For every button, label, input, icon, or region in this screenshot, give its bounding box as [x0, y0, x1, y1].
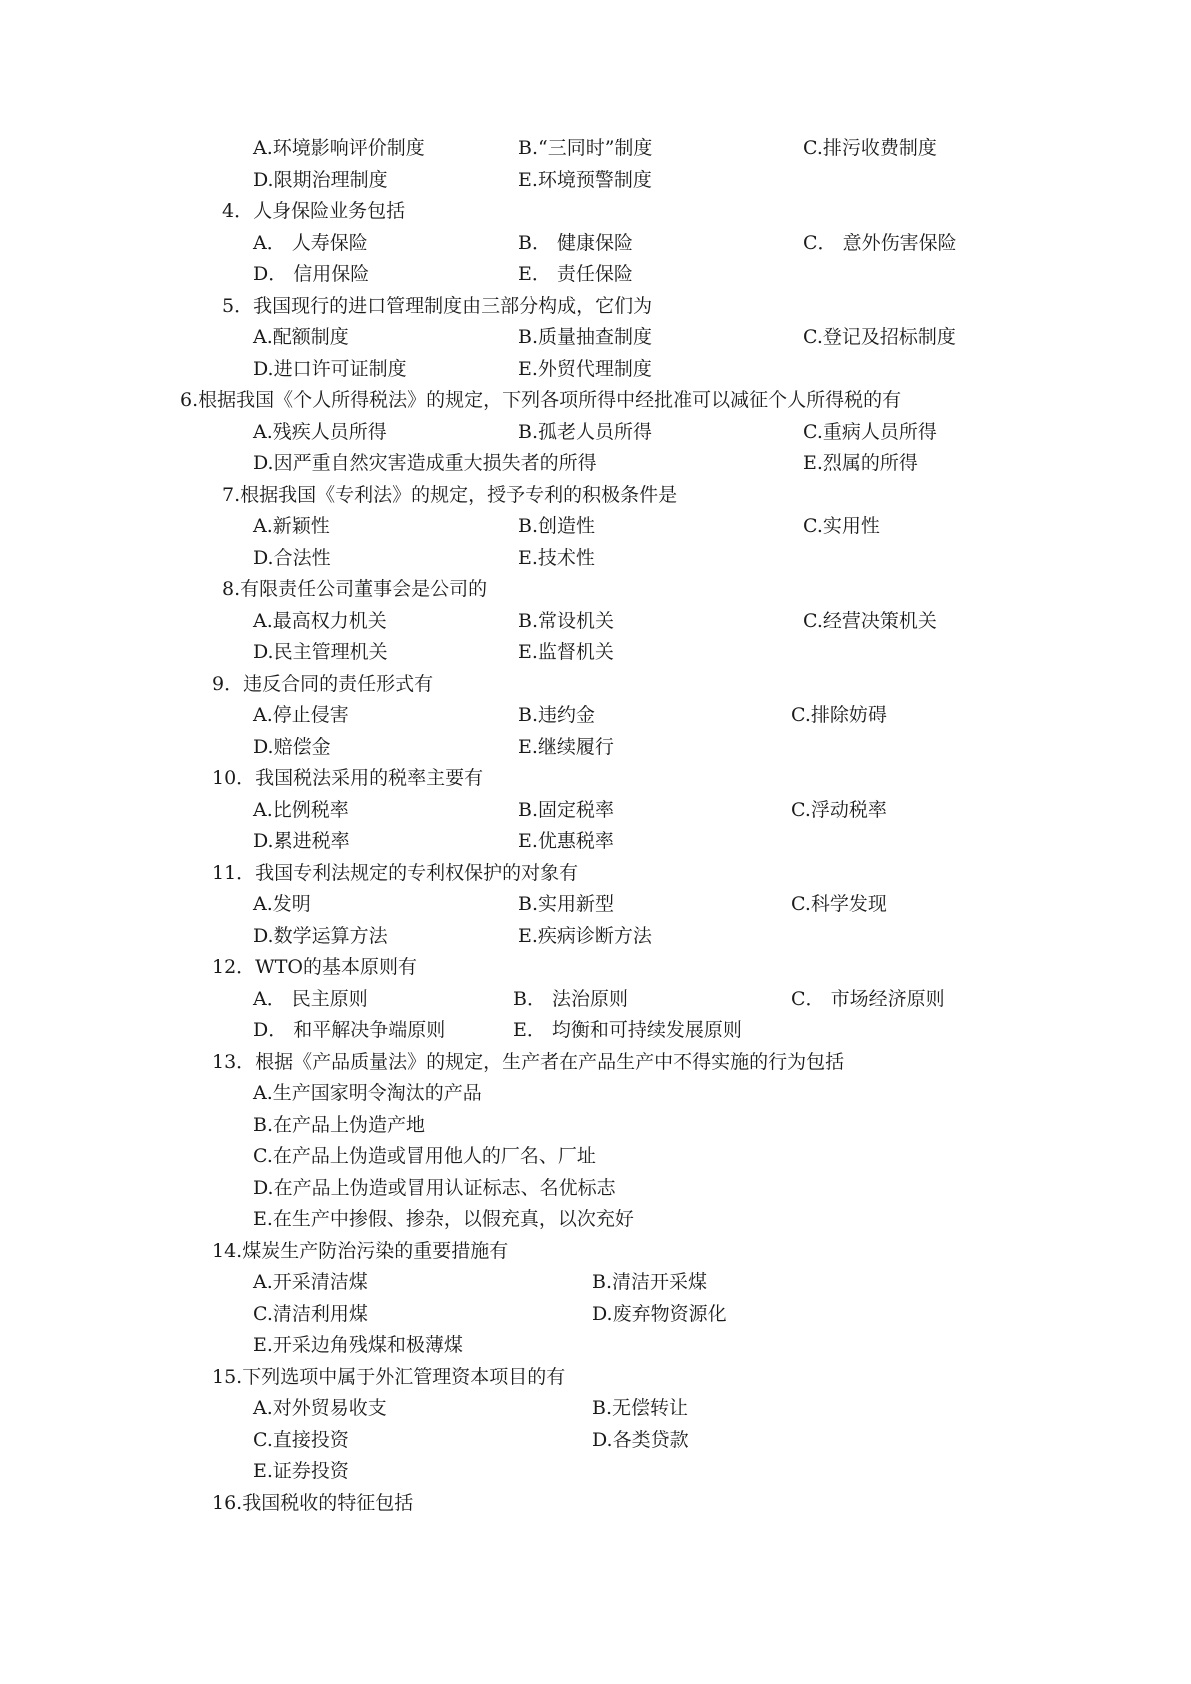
option-text: D.因严重自然灾害造成重大损失者的所得 [253, 452, 597, 474]
option-text: D． 和平解决争端原则 [253, 1019, 446, 1041]
question-text: 11．我国专利法规定的专利权保护的对象有 [212, 862, 579, 884]
option-text: A.发明 [253, 893, 311, 915]
option-text: B.孤老人员所得 [518, 421, 653, 443]
option-text: E.证券投资 [253, 1460, 349, 1482]
option-text: C.登记及招标制度 [803, 326, 956, 348]
option-text: C． 意外伤害保险 [803, 232, 957, 254]
option-text: A． 人寿保险 [253, 232, 368, 254]
option-text: B． 健康保险 [518, 232, 634, 254]
option-text: B.违约金 [518, 704, 596, 726]
option-text: E.环境预警制度 [518, 169, 652, 191]
question-text: 13．根据《产品质量法》的规定，生产者在产品生产中不得实施的行为包括 [212, 1051, 845, 1073]
option-text: E． 责任保险 [518, 263, 633, 285]
question-text: 5．我国现行的进口管理制度由三部分构成，它们为 [222, 295, 653, 317]
option-text: A.比例税率 [253, 799, 349, 821]
option-text: A.新颖性 [253, 515, 330, 537]
option-text: C.重病人员所得 [803, 421, 937, 443]
question-text: 16.我国税收的特征包括 [212, 1492, 414, 1514]
option-text: B． 法治原则 [513, 988, 629, 1010]
option-text: A.环境影响评价制度 [253, 137, 425, 159]
option-text: B.固定税率 [518, 799, 615, 821]
option-text: A.最高权力机关 [253, 610, 387, 632]
option-text: B.创造性 [518, 515, 596, 537]
option-text: C.科学发现 [791, 893, 887, 915]
option-text: C.实用性 [803, 515, 880, 537]
option-text: E.外贸代理制度 [518, 358, 652, 380]
option-text: E.疾病诊断方法 [518, 925, 652, 947]
question-text: 10．我国税法采用的税率主要有 [212, 767, 484, 789]
question-text: 14.煤炭生产防治污染的重要措施有 [212, 1240, 509, 1262]
option-text: A.对外贸易收支 [253, 1397, 387, 1419]
question-text: 8.有限责任公司董事会是公司的 [222, 578, 488, 600]
option-text: D.合法性 [253, 547, 331, 569]
option-text: B.质量抽查制度 [518, 326, 653, 348]
option-text: C.排除妨碍 [791, 704, 887, 726]
question-text: 4．人身保险业务包括 [222, 200, 406, 222]
option-text: D.在产品上伪造或冒用认证标志、名优标志 [253, 1177, 616, 1199]
question-text: 7.根据我国《专利法》的规定，授予专利的积极条件是 [222, 484, 678, 506]
option-text: D.限期治理制度 [253, 169, 388, 191]
option-text: D.民主管理机关 [253, 641, 388, 663]
question-text: 9．违反合同的责任形式有 [212, 673, 434, 695]
question-text: 6.根据我国《个人所得税法》的规定，下列各项所得中经批准可以减征个人所得税的有 [180, 389, 902, 411]
option-text: A.开采清洁煤 [253, 1271, 368, 1293]
option-text: A.停止侵害 [253, 704, 349, 726]
option-text: B.“三同时”制度 [518, 137, 653, 159]
option-text: D.数学运算方法 [253, 925, 388, 947]
question-text: 12．WTO的基本原则有 [212, 956, 417, 978]
option-text: E． 均衡和可持续发展原则 [513, 1019, 742, 1041]
option-text: D.累进税率 [253, 830, 350, 852]
option-text: E.开采边角残煤和极薄煤 [253, 1334, 463, 1356]
option-text: A.配额制度 [253, 326, 349, 348]
option-text: D.各类贷款 [592, 1429, 689, 1451]
option-text: C.经营决策机关 [803, 610, 937, 632]
option-text: C.浮动税率 [791, 799, 887, 821]
option-text: C.直接投资 [253, 1429, 349, 1451]
option-text: D． 信用保险 [253, 263, 370, 285]
option-text: E.监督机关 [518, 641, 614, 663]
option-text: A.残疾人员所得 [253, 421, 387, 443]
option-text: E.技术性 [518, 547, 595, 569]
option-text: B.清洁开采煤 [592, 1271, 708, 1293]
option-text: B.在产品上伪造产地 [253, 1114, 426, 1136]
option-text: B.实用新型 [518, 893, 615, 915]
option-text: C． 市场经济原则 [791, 988, 945, 1010]
option-text: E.烈属的所得 [803, 452, 918, 474]
option-text: D.废弃物资源化 [592, 1303, 727, 1325]
option-text: B.无偿转让 [592, 1397, 689, 1419]
option-text: C.在产品上伪造或冒用他人的厂名、厂址 [253, 1145, 596, 1167]
option-text: A． 民主原则 [253, 988, 368, 1010]
option-text: E.在生产中掺假、掺杂，以假充真，以次充好 [253, 1208, 634, 1230]
option-text: E.优惠税率 [518, 830, 614, 852]
option-text: E.继续履行 [518, 736, 614, 758]
option-text: C.清洁利用煤 [253, 1303, 368, 1325]
option-text: C.排污收费制度 [803, 137, 937, 159]
option-text: A.生产国家明令淘汰的产品 [253, 1082, 482, 1104]
option-text: B.常设机关 [518, 610, 615, 632]
question-text: 15.下列选项中属于外汇管理资本项目的有 [212, 1366, 566, 1388]
option-text: D.赔偿金 [253, 736, 331, 758]
option-text: D.进口许可证制度 [253, 358, 407, 380]
